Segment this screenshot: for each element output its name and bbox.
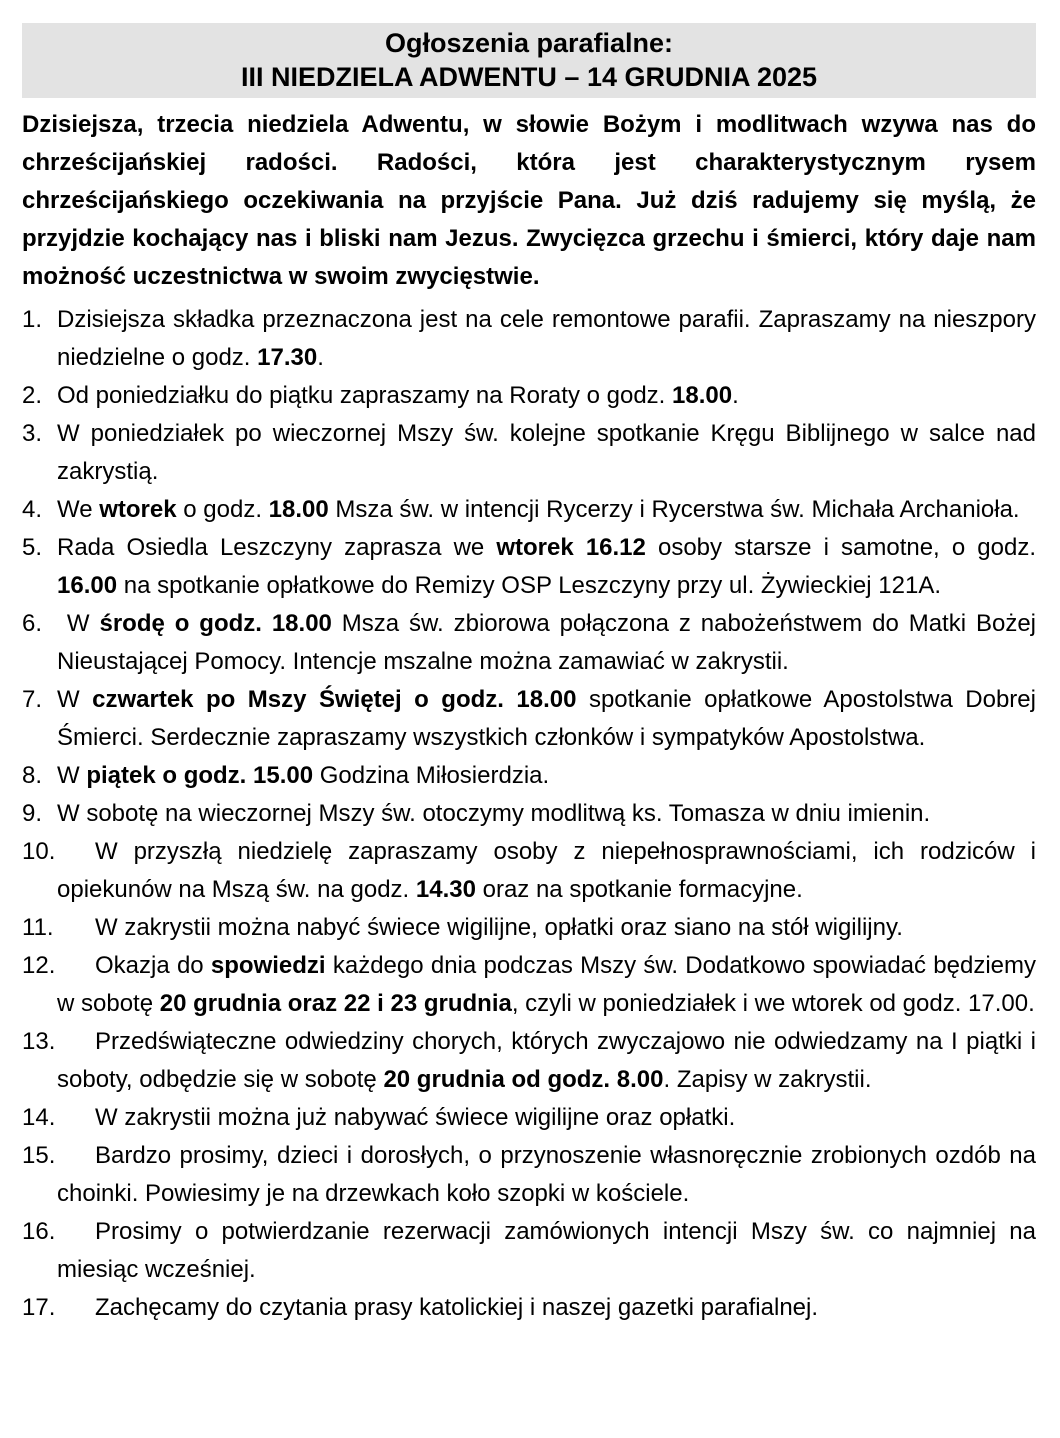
list-item-text-run: . (317, 344, 324, 371)
list-item-number: 12. (22, 952, 56, 979)
intro-paragraph: Dzisiejsza, trzecia niedziela Adwentu, w słowie Bożym i modlitwach wzywa nas do chrześcijańskiej radości. Radości, która jest charakterystycznym rysem chrześcijańskiego oczekiwania na przyjście Pana. Już dziś radujemy się myślą, że przyjdzie kochający nas i bliski nam Jezus. Zwycięzca grzechu i śmierci, który daje nam możność uczestnictwa w swoim zwycięstwie. (22, 111, 1036, 290)
list-item-number: 4. (22, 496, 43, 523)
list-item-number: 11. (22, 914, 54, 941)
list-item-text-run: 17.30 (257, 344, 318, 371)
list-item-text-run: We (57, 496, 100, 523)
list-item-number: 2. (22, 382, 43, 409)
list-item-text-run: środę o godz. 18.00 (99, 610, 332, 637)
list-item-number: 8. (22, 762, 43, 789)
list-item-text-run: W sobotę na wieczornej Mszy św. otoczymy modlitwą ks. Tomasza w dniu imienin. (57, 800, 931, 827)
list-item-text-run: spotkanie opłatkowe Apostolstwa Dobrej Śmierci. Serdecznie zapraszamy wszystkich członków i sympatyków Apostolstwa. (57, 686, 1036, 751)
list-item-text-run: wtorek (99, 496, 177, 523)
list-item-text-run: spowiedzi (210, 952, 326, 979)
list-item-number: 13. (22, 1028, 56, 1055)
list-item (22, 529, 1036, 605)
list-item-number: 6. (22, 610, 43, 637)
list-item (22, 909, 1036, 947)
list-item-text-run: osoby starsze i samotne, o godz. (645, 534, 1036, 561)
list-item-number: 5. (22, 534, 43, 561)
list-item (22, 1137, 1036, 1213)
list-item (22, 415, 1036, 491)
list-item (22, 757, 1036, 795)
list-item-text-run: Msza św. w intencji Rycerzy i Rycerstwa św. Michała Archanioła. (328, 496, 1020, 523)
list-item-text-run: o godz. (176, 496, 269, 523)
list-item-text-run: . (732, 382, 739, 409)
list-item-text-run: każdego dnia podczas Mszy św. Dodatkowo spowiadać będziemy w sobotę (57, 952, 1036, 1017)
list-item-number: 17. (22, 1294, 56, 1321)
list-item-text-run: 16.00 (57, 572, 118, 599)
header-title-line2: III NIEDZIELA ADWENTU – 14 GRUDNIA 2025 (240, 62, 818, 92)
list-item-text-run: W (57, 610, 100, 637)
list-item-text-run: Rada Osiedla Leszczyny zaprasza we (57, 534, 497, 561)
list-item-number: 10. (22, 838, 56, 865)
list-item-text-run: Dzisiejsza składka przeznaczona jest na cele remontowe parafii. Zapraszamy na nieszpory niedzielne o godz. (57, 306, 1036, 371)
list-item-text-run: Zachęcamy do czytania prasy katolickiej i naszej gazetki parafialnej. (95, 1294, 819, 1321)
list-item-text-run: czwartek po Mszy Świętej o godz. 18.00 (92, 686, 577, 713)
list-item (22, 1213, 1036, 1289)
list-item-text-run: piątek o godz. 15.00 (86, 762, 314, 789)
list-item-text-run: , czyli w poniedziałek i we wtorek od godz. 17.00. (511, 990, 1035, 1017)
list-item-text-run: Bardzo prosimy, dzieci i dorosłych, o przynoszenie własnoręcznie zrobionych ozdób na choinki. Powiesimy je na drzewkach koło szopki w kościele. (57, 1142, 1036, 1207)
list-item-text-run: Okazja do (95, 952, 211, 979)
list-item-text-run: Msza św. zbiorowa połączona z nabożeństwem do Matki Bożej Nieustającej Pomocy. Intencje mszalne można zamawiać w zakrystii. (57, 610, 1036, 675)
list-item (22, 377, 1036, 415)
list-item-text-run: 14.30 (415, 876, 476, 903)
list-item (22, 795, 1036, 833)
list-item (22, 491, 1036, 529)
list-item-text-run: . Zapisy w zakrystii. (663, 1066, 872, 1093)
list-item-number: 14. (22, 1104, 56, 1131)
list-item-text-run: Prosimy o potwierdzanie rezerwacji zamówionych intencji Mszy św. co najmniej na miesiąc wcześniej. (57, 1218, 1036, 1283)
list-item-text-run: 18.00 (672, 382, 733, 409)
list-item-text-run: W (57, 686, 93, 713)
list-item-text-run: W zakrystii można już nabywać świece wigilijne oraz opłatki. (95, 1104, 736, 1131)
list-item (22, 1023, 1036, 1099)
list-item-text-run: W zakrystii można nabyć świece wigilijne, opłatki oraz siano na stół wigilijny. (95, 914, 903, 941)
list-item (22, 605, 1036, 681)
list-item-number: 9. (22, 800, 43, 827)
list-item-number: 16. (22, 1218, 56, 1245)
announcements-list (22, 301, 1036, 1327)
list-item-number: 1. (22, 306, 43, 333)
list-item (22, 1099, 1036, 1137)
list-item-text-run: W (57, 762, 87, 789)
list-item (22, 833, 1036, 909)
list-item-text-run: W przyszłą niedzielę zapraszamy osoby z niepełnosprawnościami, ich rodziców i opiekunów na Mszą św. na godz. (57, 838, 1036, 903)
list-item-text-run: 18.00 (268, 496, 329, 523)
list-item-text-run: W poniedziałek po wieczornej Mszy św. kolejne spotkanie Kręgu Biblijnego w salce nad zakrystią. (57, 420, 1036, 485)
list-item-text-run: Od poniedziałku do piątku zapraszamy na Roraty o godz. (57, 382, 673, 409)
list-item-text-run: wtorek 16.12 (496, 534, 646, 561)
list-item (22, 1289, 1036, 1327)
list-item-text-run: Przedświąteczne odwiedziny chorych, których zwyczajowo nie odwiedzamy na I piątki i soboty, odbędzie się w sobotę (57, 1028, 1036, 1093)
list-item-number: 7. (22, 686, 43, 713)
list-item-text-run: Godzina Miłosierdzia. (313, 762, 550, 789)
announcements-header (22, 23, 1036, 98)
list-item-text-run: oraz na spotkanie formacyjne. (475, 876, 803, 903)
list-item-text-run: 20 grudnia oraz 22 i 23 grudnia (159, 990, 512, 1017)
list-item-number: 15. (22, 1142, 56, 1169)
list-item (22, 681, 1036, 757)
list-item-text-run: na spotkanie opłatkowe do Remizy OSP Leszczyny przy ul. Żywieckiej 121A. (117, 572, 941, 599)
list-item-number: 3. (22, 420, 43, 447)
list-item (22, 947, 1036, 1023)
list-item-text-run: 20 grudnia od godz. 8.00 (383, 1066, 664, 1093)
list-item (22, 301, 1036, 377)
header-title-line1: Ogłoszenia parafialne: (384, 28, 674, 58)
